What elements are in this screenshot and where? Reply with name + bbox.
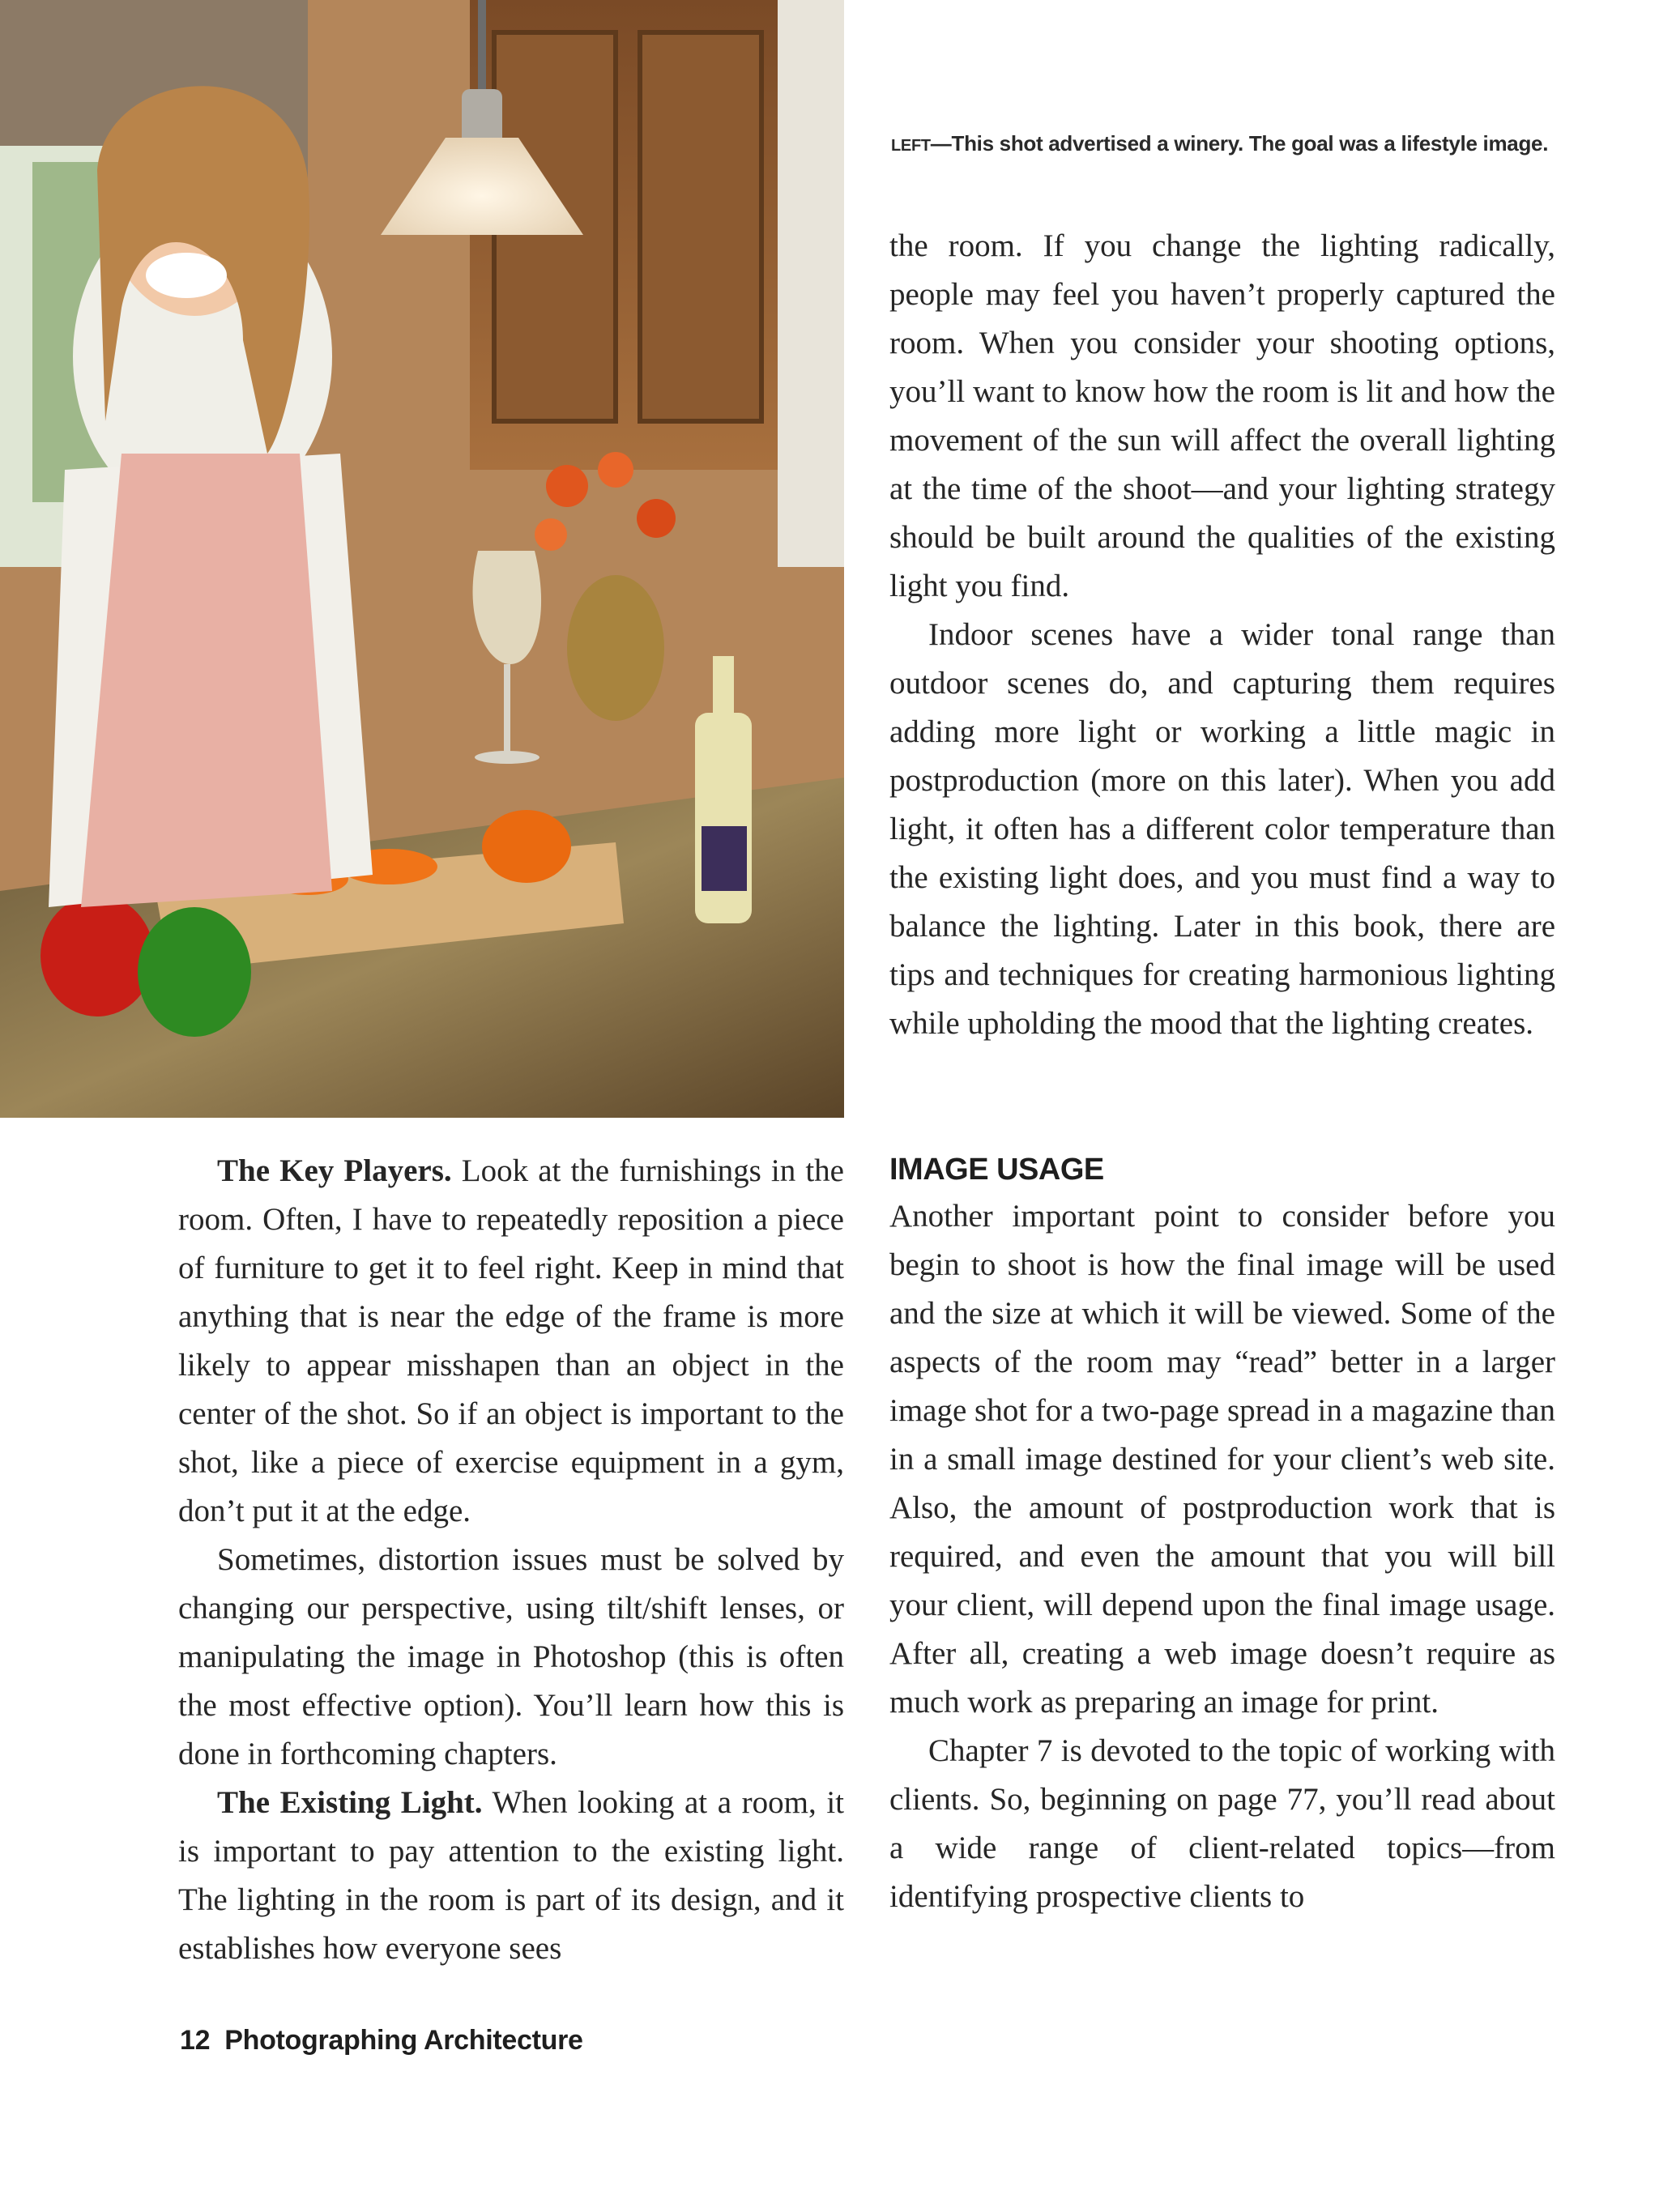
run-in-heading: The Existing Light.: [217, 1785, 483, 1820]
right-column-bottom: [889, 1147, 1555, 1921]
running-title: Photographing Architecture: [224, 2025, 583, 2056]
photo-caption: [891, 131, 1620, 156]
body-paragraph: the room. If you change the lighting radically, people may feel you haven’t properly captured the room. When you consider your shooting options, you’ll want to know how the room is lit and how the movement of the sun will affect the overall lighting at the time of the shoot—and your lighting strategy should be built around the qualities of the existing light you find.: [889, 228, 1555, 603]
caption-lead: LEFT: [891, 137, 931, 155]
page-number: 12: [180, 2025, 211, 2056]
body-paragraph: Indoor scenes have a wider tonal range than outdoor scenes do, and capturing them requires adding more light or working a little magic in postproduction (more on this later). When you add light, it often has a different color temperature than the existing light does, and you must find a way to balance the lighting. Later in this book, there are tips and techniques for creating harmonious lighting while upholding the mood that the lighting creates.: [889, 617, 1555, 1041]
body-paragraph: The Existing Light. When looking at a room, it is important to pay attention to the existing light. The lighting in the room is part of its design, and it establishes how everyone sees: [178, 1785, 844, 1966]
right-column-top: [889, 222, 1555, 1048]
body-paragraph: Chapter 7 is devoted to the topic of working with clients. So, beginning on page 77, you’ll read about a wide range of client-related topics—from identifying prospective clients to: [889, 1733, 1555, 1914]
body-paragraph: The Key Players. Look at the furnishings in the room. Often, I have to repeatedly reposition a piece of furniture to get it to feel right. Keep in mind that anything that is near the edge of the frame is more likely to appear misshapen than an object in the center of the shot. So if an object is important to the shot, like a piece of exercise equipment in a gym, don’t put it at the edge.: [178, 1153, 844, 1528]
kitchen-lifestyle-photo: [0, 0, 844, 1118]
run-in-heading: The Key Players.: [217, 1153, 452, 1188]
left-column: [178, 1147, 844, 1973]
section-heading: IMAGE USAGE: [889, 1153, 1104, 1187]
body-paragraph: Another important point to consider before you begin to shoot is how the final image will be used and the size at which it will be viewed. Some of the aspects of the room may “read” better in a larger image shot for a two-page spread in a magazine than in a small image destined for your client’s web site. Also, the amount of postproduction work that is required, and even the amount that you will bill your client, will depend upon the final image usage. After all, creating a web image doesn’t require as much work as preparing an image for print.: [889, 1199, 1555, 1720]
page-footer: [180, 2025, 583, 2056]
body-paragraph: Sometimes, distortion issues must be solved by changing our perspective, using tilt/shift lenses, or manipulating the image in Photoshop (this is often the most effective option). You’ll learn how this is done in forthcoming chapters.: [178, 1542, 844, 1771]
caption-text: —This shot advertised a winery. The goal was a lifestyle image.: [930, 131, 1549, 156]
